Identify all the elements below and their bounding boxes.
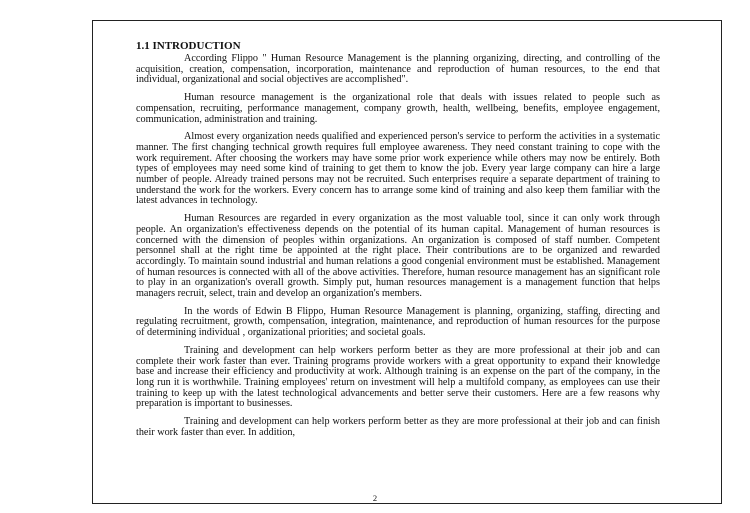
- document-body: [136, 40, 660, 446]
- paragraph-training-continued: Training and development can help workers perform better as they are more professional at their job and can finish their work faster than ever. In addition,: [136, 416, 660, 438]
- section-heading: 1.1 INTRODUCTION: [136, 40, 241, 52]
- paragraph-edwin-flippo: In the words of Edwin B Flippo, Human Resource Management is planning, organizing, staffing, directing and regulating recruitment, growth, compensation, integration, maintenance, and reproduction of human resources for the purpose of determining individual , organizational priorities; and societal goals.: [136, 305, 660, 339]
- page-number: 2: [372, 493, 378, 503]
- paragraph-training-development: Training and development can help workers perform better as they are more professional at their job and can complete their work faster than ever. Training programs provide workers with a great opportunity to expand their knowledge base and increase their efficiency and productivity at work. Although training is an expense on the part of the company, in the long run it is worthwhile. Training employees' return on investment will help a multifold company, as employees can use their training to keep up with the latest technological advancements and better serve their customers. Here are a few reasons why preparation is important to businesses.: [136, 344, 660, 410]
- paragraph-hrm-role: Human resource management is the organizational role that deals with issues related to people such as compensation, recruiting, performance management, company growth, health, wellbeing, benefits, employee engagement, communication, administration and training.: [136, 92, 660, 125]
- paragraph-training-need: Almost every organization needs qualified and experienced person's service to perform the activities in a systematic manner. The first changing technical growth requires full employee awareness. They need constant training to cope with the work requirement. After choosing the workers may have some prior work experience while others may now be entirely. Both types of employees may need some kind of training to get them to know the job. Every year large company can hire a large number of people. Already trained persons may not be recruited. Such enterprises require a separate department of training to understand the work for the workers. Every concern has to arrange some kind of training and also keep them familiar with the latest advances in technology.: [136, 131, 660, 207]
- paragraph-flippo-definition: According Flippo " Human Resource Management is the planning organizing, directing, and controlling of the acquisition, creation, compensation, incorporation, maintenance and reproduction of human resources, to the end that individual, organizational and social objectives are accomplished".: [136, 53, 660, 86]
- paragraph-human-resources-value: Human Resources are regarded in every organization as the most valuable tool, since it can only work through people. An organization's effectiveness depends on the potential of its human capital. Management of human resources is concerned with the dimension of peoples within organizations. An organization is composed of staff number. Competent personnel shall at the right time be appointed at the right place. Their contributions are to be organized and rewarded accordingly. To maintain sound industrial and human relations a good congenial environment must be established. Management of human resources is connected with all of the above activities. Therefore, human resource management has an significant role to play in an organization's overall growth. Simply put, human resources management is a management function that helps managers recruit, select, train and develop an organization's members.: [136, 213, 660, 300]
